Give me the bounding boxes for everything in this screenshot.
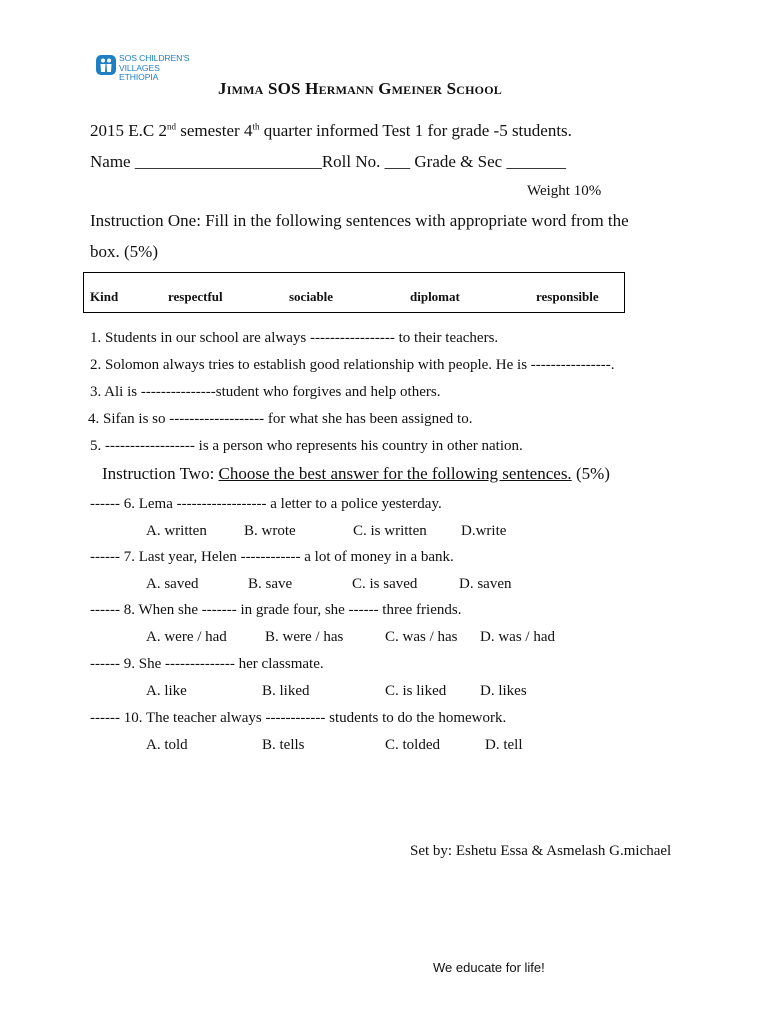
test-info-part: 2015 E.C 2: [90, 121, 167, 140]
question: ------ 8. When she ------- in grade four, she ------ three friends.: [90, 602, 462, 618]
sos-children-icon: [96, 55, 116, 75]
question: ------ 6. Lema ------------------ a letter to a police yesterday.: [90, 496, 442, 512]
question: ------ 7. Last year, Helen ------------ a lot of money in a bank.: [90, 549, 454, 565]
option: B. liked: [262, 683, 310, 699]
option: D. tell: [485, 737, 523, 753]
word-box-item: diplomat: [410, 289, 460, 304]
option: D. likes: [480, 683, 527, 699]
fill-in-item: 5. ------------------ is a person who represents his country in other nation.: [90, 438, 523, 454]
option: B. wrote: [244, 523, 296, 539]
word-box: [83, 272, 625, 313]
option: C. was / has: [385, 629, 458, 645]
logo-line: VILLAGES: [119, 62, 160, 73]
test-info-sup: th: [252, 121, 260, 132]
test-info-sup: nd: [166, 121, 176, 132]
logo-line: ETHIOPIA: [119, 72, 159, 83]
set-by: Set by: Eshetu Essa & Asmelash G.michael: [410, 843, 672, 859]
fill-in-item: 4. Sifan is so ------------------- for what she has been assigned to.: [88, 411, 473, 427]
option: A. written: [146, 523, 207, 539]
instruction-two: [102, 464, 610, 484]
fill-in-item: 1. Students in our school are always ----------------- to their teachers.: [90, 330, 499, 346]
option: D. saven: [459, 576, 512, 592]
instruction-two-prefix: Instruction Two:: [102, 464, 219, 483]
option: C. is saved: [352, 576, 418, 592]
option: A. saved: [146, 576, 199, 592]
word-box-item: responsible: [536, 289, 599, 304]
option: D. was / had: [480, 629, 555, 645]
option: C. is written: [353, 523, 427, 539]
test-info: [90, 121, 572, 141]
instruction-one: Instruction One: Fill in the following sentences with appropriate word from the: [90, 211, 629, 230]
option: B. were / has: [265, 629, 344, 645]
word-box-item: respectful: [168, 289, 223, 304]
footer-motto: We educate for life!: [433, 960, 545, 975]
word-box-item: sociable: [289, 289, 334, 304]
student-info-line: Name ______________________Roll No. ___ Grade & Sec _______: [90, 152, 566, 171]
weight-label: Weight 10%: [527, 183, 602, 199]
option: A. were / had: [146, 629, 227, 645]
option: A. like: [146, 683, 187, 699]
instruction-two-underlined: Choose the best answer for the following sentences.: [218, 464, 572, 483]
fill-in-item: 3. Ali is ---------------student who forgives and help others.: [90, 384, 441, 400]
option: C. is liked: [385, 683, 447, 699]
instruction-one-cont: box. (5%): [90, 242, 158, 261]
test-info-part: semester 4: [175, 121, 253, 140]
option: B. save: [248, 576, 293, 592]
instruction-two-suffix: (5%): [571, 464, 610, 483]
fill-in-item: 2. Solomon always tries to establish good relationship with people. He is ----------------.: [90, 357, 615, 373]
option: A. told: [146, 737, 188, 753]
option: B. tells: [262, 737, 305, 753]
logo-line: SOS CHILDREN'S: [119, 53, 190, 63]
word-box-item: Kind: [90, 289, 119, 304]
option: C. tolded: [385, 737, 440, 753]
test-info-part: quarter informed Test 1 for grade -5 students.: [259, 121, 572, 140]
question: ------ 9. She -------------- her classmate.: [90, 656, 324, 672]
option: D.write: [461, 523, 507, 539]
school-name: Jimma SOS Hermann Gmeiner School: [218, 79, 502, 98]
question: ------ 10. The teacher always ------------ students to do the homework.: [90, 710, 507, 726]
